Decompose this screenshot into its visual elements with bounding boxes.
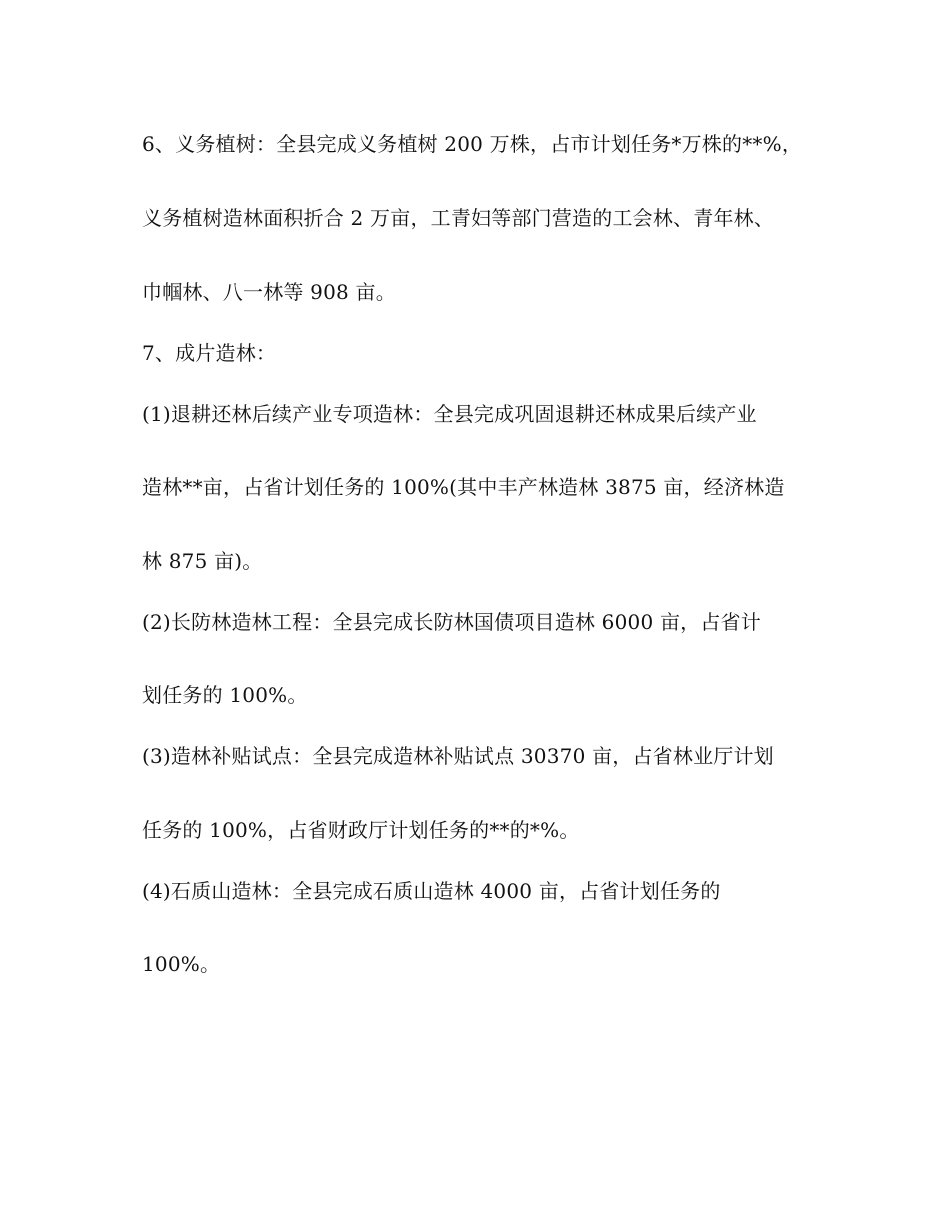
paragraph-6-line-1: 6、义务植树：全县完成义务植树 200 万株，占市计划任务*万株的**%， (142, 132, 803, 156)
item-3-line-2: 任务的 100%，占省财政厅计划任务的**的*%。 (142, 818, 580, 842)
item-4-line-2: 100%。 (142, 952, 221, 976)
item-4-line-1: (4)石质山造林：全县完成石质山造林 4000 亩，占省计划任务的 (142, 879, 721, 903)
paragraph-6-line-3: 巾帼林、八一林等 908 亩。 (142, 280, 396, 304)
paragraph-6-line-2: 义务植树造林面积折合 2 万亩，工青妇等部门营造的工会林、青年林、 (142, 206, 775, 230)
item-1-line-1: (1)退耕还林后续产业专项造林：全县完成巩固退耕还林成果后续产业 (142, 402, 757, 426)
heading-7: 7、成片造林： (142, 341, 277, 365)
item-1-line-3: 林 875 亩)。 (142, 549, 263, 573)
item-3-line-1: (3)造林补贴试点：全县完成造林补贴试点 30370 亩，占省林业厅计划 (142, 744, 774, 768)
item-2-line-2: 划任务的 100%。 (142, 683, 308, 707)
item-1-line-2: 造林**亩，占省计划任务的 100%(其中丰产林造林 3875 亩，经济林造 (142, 475, 785, 499)
item-2-line-1: (2)长防林造林工程：全县完成长防林国债项目造林 6000 亩，占省计 (142, 610, 761, 634)
